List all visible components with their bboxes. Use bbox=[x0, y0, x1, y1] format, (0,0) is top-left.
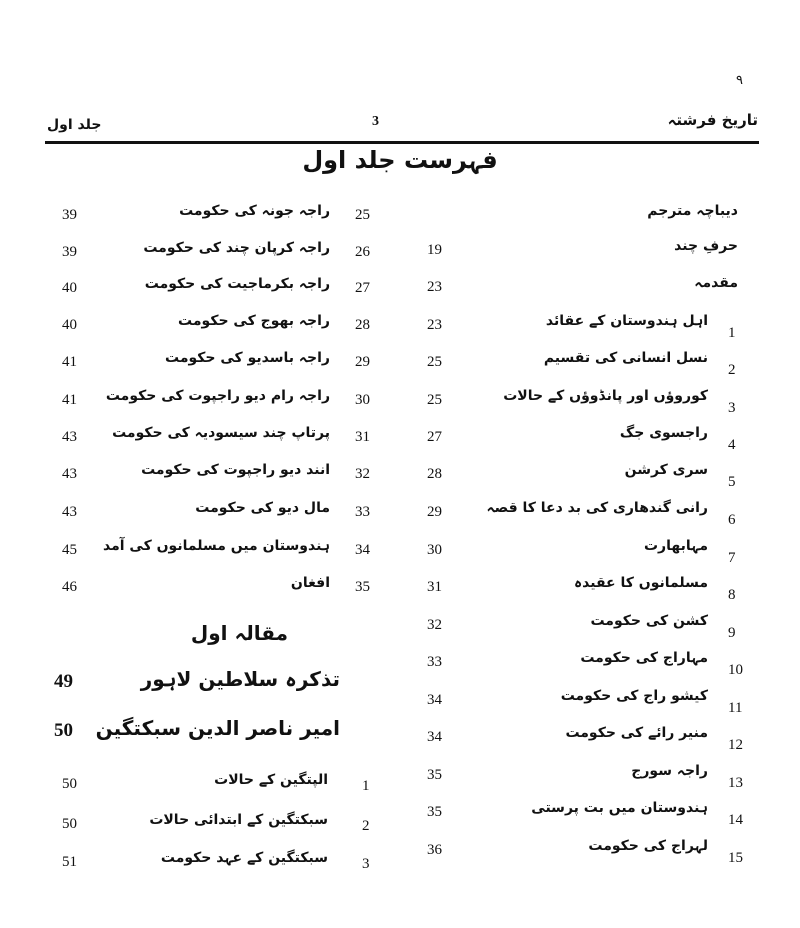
row-title: مہاراج کی حکومت bbox=[580, 650, 708, 666]
section-ameer-page: 50 bbox=[54, 720, 73, 741]
row-number: 30 bbox=[355, 392, 370, 408]
section-tazkira: تذکرہ سلاطین لاہور bbox=[140, 667, 340, 691]
row-title: کوروؤں اور پانڈوؤں کے حالات bbox=[503, 388, 708, 404]
row-number: 4 bbox=[728, 437, 736, 453]
row-number: 33 bbox=[355, 504, 370, 520]
row-title: انند دیو راجپوت کی حکومت bbox=[141, 462, 330, 478]
row-number: 11 bbox=[728, 700, 743, 716]
row-page: 34 bbox=[427, 692, 442, 708]
row-number: 15 bbox=[728, 850, 743, 866]
book-title: تاریخ فرشتہ bbox=[667, 111, 758, 129]
row-page: 34 bbox=[427, 729, 442, 745]
row-title: راجہ باسدیو کی حکومت bbox=[165, 350, 330, 366]
row-number: 35 bbox=[355, 579, 370, 595]
row-number: 28 bbox=[355, 317, 370, 333]
row-number: 3 bbox=[362, 856, 370, 872]
row-number: 1 bbox=[728, 325, 736, 341]
row-number: 25 bbox=[355, 207, 370, 223]
row-number: 29 bbox=[355, 354, 370, 370]
section-tazkira-page: 49 bbox=[54, 671, 73, 692]
row-page: 28 bbox=[427, 466, 442, 482]
row-page: 35 bbox=[427, 767, 442, 783]
row-page: 41 bbox=[62, 392, 77, 408]
row-title: سبکتگین کے عہد حکومت bbox=[160, 850, 328, 866]
header-rule bbox=[45, 141, 759, 144]
row-number: 8 bbox=[728, 587, 736, 603]
row-number: 31 bbox=[355, 429, 370, 445]
row-title: الپتگین کے حالات bbox=[214, 772, 328, 788]
row-number: 1 bbox=[362, 778, 370, 794]
row-number: 10 bbox=[728, 662, 743, 678]
row-number: 13 bbox=[728, 775, 743, 791]
row-title: کیشو راج کی حکومت bbox=[560, 688, 708, 704]
row-page: 46 bbox=[62, 579, 77, 595]
row-number: 27 bbox=[355, 280, 370, 296]
row-title: نسل انسانی کی تقسیم bbox=[543, 350, 708, 366]
section-ameer: امیر ناصر الدین سبکتگین bbox=[95, 716, 340, 740]
row-number: 34 bbox=[355, 542, 370, 558]
row-page: 50 bbox=[62, 816, 77, 832]
row-number: 12 bbox=[728, 737, 743, 753]
row-title: ہندوستان میں بت پرستی bbox=[531, 800, 708, 816]
row-title: مسلمانوں کا عقیدہ bbox=[573, 575, 708, 591]
row-page: 23 bbox=[427, 279, 442, 295]
row-page: 27 bbox=[427, 429, 442, 445]
row-page: 25 bbox=[427, 354, 442, 370]
row-page: 30 bbox=[427, 542, 442, 558]
row-page: 19 bbox=[427, 242, 442, 258]
row-number: 14 bbox=[728, 812, 743, 828]
row-title: اہل ہندوستان کے عقائد bbox=[545, 313, 708, 329]
row-page: 43 bbox=[62, 429, 77, 445]
row-page: 41 bbox=[62, 354, 77, 370]
row-page: 32 bbox=[427, 617, 442, 633]
row-title: مال دیو کی حکومت bbox=[195, 500, 330, 516]
row-page: 40 bbox=[62, 280, 77, 296]
row-page: 50 bbox=[62, 776, 77, 792]
row-page: 36 bbox=[427, 842, 442, 858]
row-title: راجہ بکرماجیت کی حکومت bbox=[144, 276, 330, 292]
row-page: 51 bbox=[62, 854, 77, 870]
volume-label: جلد اول bbox=[47, 117, 102, 133]
row-page: 33 bbox=[427, 654, 442, 670]
row-number: 3 bbox=[728, 400, 736, 416]
row-number: 7 bbox=[728, 550, 736, 566]
row-title: رانی گندھاری کی بد دعا کا قصہ bbox=[486, 500, 708, 516]
row-title: راجہ جونہ کی حکومت bbox=[179, 203, 330, 219]
row-number: 2 bbox=[362, 818, 370, 834]
row-title: راجہ سورج bbox=[631, 763, 708, 779]
row-title: راجہ رام دیو راجپوت کی حکومت bbox=[105, 388, 330, 404]
row-number: 32 bbox=[355, 466, 370, 482]
row-title: منیر رائے کی حکومت bbox=[565, 725, 708, 741]
row-number: 6 bbox=[728, 512, 736, 528]
row-page: 31 bbox=[427, 579, 442, 595]
row-title: راجہ بھوج کی حکومت bbox=[178, 313, 330, 329]
row-number: 26 bbox=[355, 244, 370, 260]
row-title: افغان bbox=[290, 575, 330, 591]
row-title: سبکتگین کے ابتدائی حالات bbox=[149, 812, 328, 828]
row-title: دیباچہ مترجم bbox=[647, 203, 738, 219]
row-page: 35 bbox=[427, 804, 442, 820]
page-title: فہرست جلد اول bbox=[302, 146, 498, 174]
row-title: لہراج کی حکومت bbox=[588, 838, 708, 854]
row-page: 29 bbox=[427, 504, 442, 520]
row-page: 43 bbox=[62, 504, 77, 520]
row-page: 23 bbox=[427, 317, 442, 333]
row-page: 39 bbox=[62, 244, 77, 260]
section-maqala: مقالہ اول bbox=[190, 621, 288, 645]
row-page: 39 bbox=[62, 207, 77, 223]
row-title: مہابھارت bbox=[643, 538, 708, 554]
row-page: 45 bbox=[62, 542, 77, 558]
row-page: 43 bbox=[62, 466, 77, 482]
row-title: پرتاپ چند سیسودیہ کی حکومت bbox=[112, 425, 330, 441]
row-title: راجسوی جگ bbox=[619, 425, 708, 441]
row-title: حرفِ چند bbox=[674, 238, 738, 254]
row-number: 9 bbox=[728, 625, 736, 641]
page-number: 3 bbox=[372, 114, 379, 129]
row-page: 40 bbox=[62, 317, 77, 333]
row-title: ہندوستان میں مسلمانوں کی آمد bbox=[103, 538, 330, 554]
row-title: راجہ کرپان چند کی حکومت bbox=[143, 240, 330, 256]
row-title: مقدمہ bbox=[694, 275, 738, 291]
row-number: 5 bbox=[728, 474, 736, 490]
row-number: 2 bbox=[728, 362, 736, 378]
row-title: سری کرشن bbox=[624, 462, 708, 478]
corner-mark: ٩ bbox=[736, 72, 743, 87]
row-title: کشن کی حکومت bbox=[590, 613, 708, 629]
row-page: 25 bbox=[427, 392, 442, 408]
